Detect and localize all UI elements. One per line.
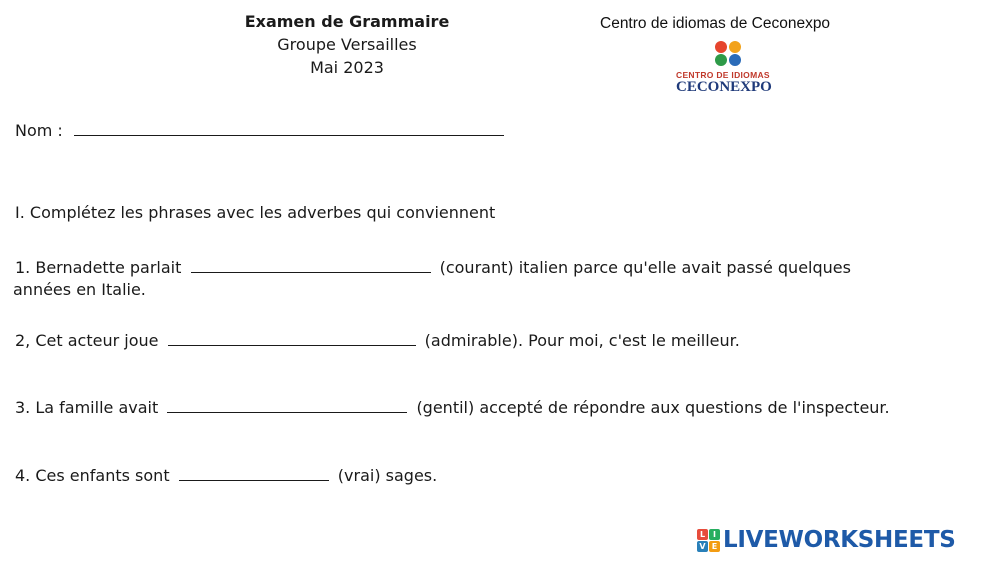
logo-tile-e: E [709,541,720,552]
exercise-item-3 [15,397,890,419]
liveworksheets-logo-icon [697,529,720,552]
item-2-prefix: 2, Cet acteur joue [15,331,159,350]
exam-group: Groupe Versailles [277,35,417,54]
logo-tile-v: V [697,541,708,552]
logo-tile-l: L [697,529,708,540]
item-3-answer-blank[interactable] [167,397,407,413]
name-row [15,120,504,142]
item-4-answer-blank[interactable] [179,465,329,481]
item-2-suffix: (admirable). Pour moi, c'est le meilleur. [424,331,740,350]
school-logo-icon [708,38,748,68]
exam-title: Examen de Grammaire [244,12,450,31]
exam-date: Mai 2023 [310,58,384,77]
exercise-item-1 [15,257,851,279]
liveworksheets-text: LIVEWORKSHEETS [723,527,956,553]
logo-text-top: CENTRO DE IDIOMAS [676,70,770,80]
item-3-suffix: (gentil) accepté de répondre aux questions de l'inspecteur. [416,398,890,417]
exercise-item-2 [15,330,740,352]
item-3-prefix: 3. La famille avait [15,398,159,417]
logo-text-bottom: CECONEXPO [676,79,772,95]
name-input-line[interactable] [74,120,504,136]
name-label: Nom : [15,121,63,140]
exercise-item-4 [15,465,437,487]
item-2-answer-blank[interactable] [168,330,416,346]
item-1-prefix: 1. Bernadette parlait [15,258,182,277]
item-4-prefix: 4. Ces enfants sont [15,466,170,485]
item-1-suffix: (courant) italien parce qu'elle avait passé quelques [439,258,851,277]
logo-tile-i: I [709,529,720,540]
item-1-continuation: années en Italie. [13,280,146,299]
school-name: Centro de idiomas de Ceconexpo [600,15,831,32]
item-4-suffix: (vrai) sages. [337,466,438,485]
exercise-instruction: I. Complétez les phrases avec les adverbes qui conviennent [15,203,496,222]
liveworksheets-watermark [697,527,955,553]
item-1-answer-blank[interactable] [191,257,431,273]
